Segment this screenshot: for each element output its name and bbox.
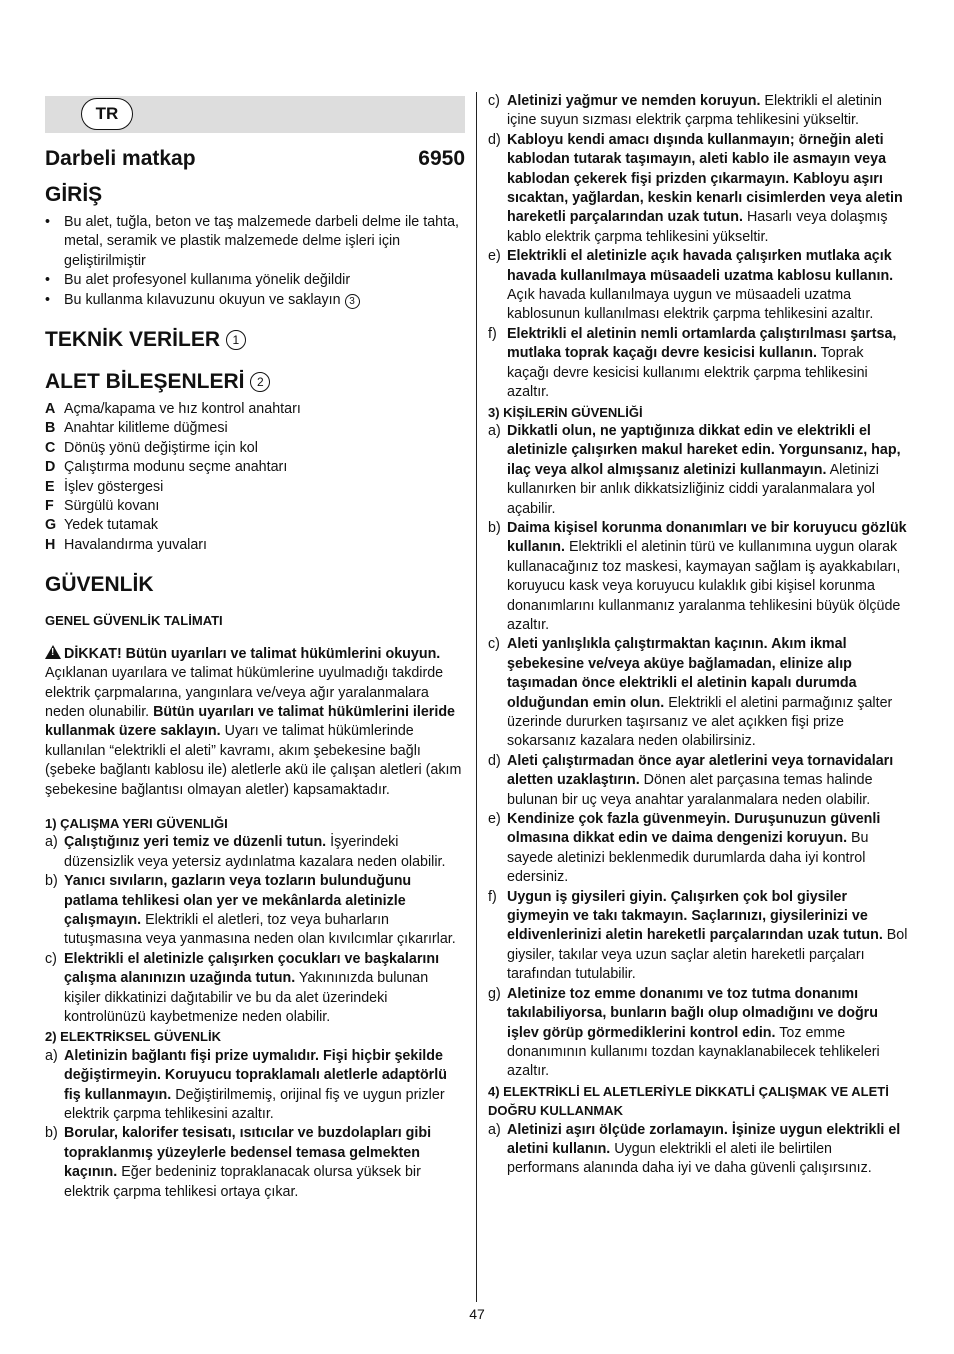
warning-icon: [45, 645, 61, 659]
components-list: [45, 400, 465, 555]
section-1-title: 1) ÇALIŞMA YERI GÜVENLIĞI: [45, 815, 228, 831]
section-3-title: 3) KİŞİLERİN GÜVENLİĞİ: [488, 404, 643, 420]
section-2-title: 2) ELEKTRİKSEL GÜVENLİK: [45, 1029, 222, 1045]
list-item: • Bu alet profesyonel kullanıma yönelik değildir: [45, 271, 465, 290]
figure-ref: 3: [345, 294, 360, 309]
list-item: b) Borular, kalorifer tesisatı, ısıtıcılar ve buzdolapları gibi topraklanmış yüzeylerle bedensel temasa gelmekten kaçının. Eğer bedeniniz topraklanacak olursa yüksek bir elektrik çarpma tehlikesi ortaya çıkar.: [45, 1125, 432, 1200]
list-item: c) Aletinizi yağmur ve nemden koruyun. Elektrikli el aletinin içine suyun sızması elektrik çarpma tehlikesini yükseltir.: [488, 93, 883, 129]
intro-title: GİRİŞ: [45, 183, 103, 206]
product-header: [45, 147, 465, 171]
list-item: • Bu kullanma kılavuzunu okuyun ve saklayın 3: [45, 291, 465, 310]
product-name: Darbeli matkap: [45, 147, 196, 170]
right-column: [488, 92, 908, 1179]
list-item: d) Aleti çalıştırmadan önce ayar aletlerini veya tornavidaları aletten uzaklaştırın. Dönen alet parçasına temas halinde bulunan bir uç veya anahtar yaralanmalara neden olabilir.: [488, 752, 894, 808]
list-item: A Açma/kapama ve hız kontrol anahtarı: [45, 401, 301, 418]
list-item: e) Kendinize çok fazla güvenmeyin. Duruşunuzun güvenli olmasına dikkat edin ve daima dengenizi koruyun. Bu sayede aletinizi beklenmedik durumlarda daha iyi kontrol edersiniz.: [488, 811, 881, 886]
list-item: E İşlev göstergesi: [45, 478, 164, 495]
tech-title: TEKNİK VERİLER 1: [45, 328, 465, 352]
list-item: f) Uygun iş giysileri giyin. Çalışırken çok bol giysiler giymeyin ve takı takmayın. Saçlarınızı, giysilerinizi ve eldivenlerinizi aletin hareketli parçalarından uzak tutun. Bol giysiler, takılar veya uzun saçlar aletin hareketli parçaları tarafından tutulabilir.: [488, 888, 908, 983]
list-item: b) Daima kişisel korunma donanımları ve bir koruyucu gözlük kullanın. Elektrikli el aletinin türü ve kullanımına uygun olarak kullanacağınız toz maskesi, kaymayan sağlam iş ayakkabıları, koruyucu kask veya koruyucu kulaklık gibi kişisel korunma donanımlarını kullanmanız yaralanma tehlikesini büyük ölçüde azaltır.: [488, 519, 907, 633]
general-safety-title: GENEL GÜVENLİK TALİMATI: [45, 613, 223, 629]
page-number: 47: [469, 1306, 485, 1322]
list-item: F Sürgülü kovanı: [45, 498, 160, 515]
safety-title: GÜVENLİK: [45, 573, 154, 597]
list-item: c) Elektrikli el aletinizle çalışırken çocukları ve başkalarını çalışma alanınızın uzağında tutun. Yakınınızda bulunan kişiler dikkatinizi dağıtabilir ve bu da alet üzerindeki kontrolünüzü kaybetmenize neden olabilir.: [45, 950, 440, 1025]
product-model: 6950: [418, 147, 465, 170]
components-title: ALET BİLEŞENLERİ 2: [45, 370, 465, 394]
list-item: a) Çalıştığınız yeri temiz ve düzenli tutun. İşyerindeki düzensizlik veya yetersiz aydınlatma kazalara neden olabilir.: [45, 834, 446, 870]
list-item: f) Elektrikli el aletinin nemli ortamlarda çalıştırılması şartsa, mutlaka toprak kaçağı devre kesicisi kullanın. Toprak kaçağı devre kesicisi kullanımı elektrik çarpma tehlikesini azaltır.: [488, 325, 897, 401]
list-item: • Bu alet, tuğla, beton ve taş malzemede darbeli delme ile tahta, metal, seramik ve plastik malzemede delme işleri için geliştirilmiştir: [45, 213, 465, 271]
list-item: D Çalıştırma modunu seçme anahtarı: [45, 459, 288, 476]
column-divider: [476, 92, 477, 1302]
language-bar: [45, 96, 465, 133]
list-item: a) Aletinizin bağlantı fişi prize uymalıdır. Fişi hiçbir şekilde değiştirmeyin. Koruyucu topraklamalı aletlerle adaptörlü fiş kullanmayın. Değiştirilmemiş, orijinal fiş ve uygun prizler elektrik çarpma tehlikesini azaltır.: [45, 1047, 447, 1123]
list-item: d) Kabloyu kendi amacı dışında kullanmayın; örneğin aleti kablodan tutarak taşımayın, aleti kablo ile asmayın veya kablodan çekerek fişi prizden çıkarmayın. Kabloyu aşırı sıcaktan, yağlardan, keskin kenarlı cisimlerden veya aletin hareketli parçalarından uzak tutun. Hasarlı veya dolaşmış kablo elektrik çarpma tehlikesini yükseltir.: [488, 131, 903, 245]
list-item: G Yedek tutamak: [45, 517, 159, 534]
section-4-title: 4) ELEKTRİKLİ EL ALETLERİYLE DİKKATLİ ÇALIŞMAK VE ALETİ DOĞRU KULLANMAK: [488, 1083, 889, 1119]
figure-ref: 2: [250, 372, 270, 392]
list-item: c) Aleti yanlışlıkla çalıştırmaktan kaçının. Akım ikmal şebekesine ve/veya aküye bağlamadan, elinize alıp taşımadan önce elektrikli el aletinin kapalı durumda olduğundan emin olun. Elektrikli el aletini parmağınız şalter üzerinde dururken taşırsanız ve alet açıkken fişi prize sokarsanız kazalara neden olabilirsiniz.: [488, 636, 893, 750]
intro-bullets: [45, 213, 465, 310]
list-item: b) Yanıcı sıvıların, gazların veya tozların bulunduğunu patlama tehlikesi olan yer ve mekânlarda aletinizle çalışmayın. Elektrikli el aletleri, toz veya buharların tutuşmasına veya yanmasına neden olan kıvılcımlar çıkarırlar.: [45, 873, 456, 948]
list-item: C Dönüş yönü değiştirme için kol: [45, 439, 258, 456]
left-column: [45, 96, 465, 1202]
language-badge: TR: [81, 98, 133, 130]
warning-paragraph: !DİKKAT! Bütün uyarıları ve talimat hükümlerini okuyun. Açıklanan uyarılara ve talimat hükümlerine uyulmadığı takdirde elektrik çarpmalarına, yangınlara ve/veya ağır yaralanmalara neden olunabilir. Bütün uyarıları ve talimat hükümlerini ileride kullanmak üzere saklayın. Uyarı ve talimat hükümlerinde kullanılan “elektrikli el aleti” kavramı, akım şebekesine bağlı (şebeke bağlantı kablosu ile) aletlerle akü ile çalışan aletleri (akım şebekesine bağlantısı olmayan aletler) kapsamaktadır.: [45, 645, 465, 800]
list-item: B Anahtar kilitleme düğmesi: [45, 420, 228, 437]
list-item: g) Aletinize toz emme donanımı ve toz tutma donanımı takılabiliyorsa, bunların bağlı olup olmadığını ve doğru işlev görüp görmediklerini kontrol edin. Toz emme donanımının kullanımı tozdan kaynaklanabilecek tehlikeleri azaltır.: [488, 985, 880, 1080]
list-item: H Havalandırma yuvaları: [45, 536, 208, 553]
figure-ref: 1: [226, 330, 246, 350]
list-item: a) Dikkatli olun, ne yaptığınıza dikkat edin ve elektrikli el aletinizle çalışırken makul hareket edin. Yorgunsanız, hap, ilaç veya alkol almışsanız aletinizi kullanmayın. Aletinizi kullanırken bir anlık dikkatsizliğiniz ciddi yaralanmalara yol açabilir.: [488, 422, 901, 517]
list-item: e) Elektrikli el aletinizle açık havada çalışırken mutlaka açık havada kullanılmaya müsaadeli uzatma kablosu kullanın. Açık havada kullanılmaya uygun ve müsaadeli uzatma kablosunun kullanılması elektrik çarpma tehlikesini azaltır.: [488, 248, 894, 323]
list-item: a) Aletinizi aşırı ölçüde zorlamayın. İşinize uygun elektrikli el aletini kullanın. Uygun elektrikli el aleti ile belirtilen performans alanında daha iyi ve daha güvenli çalışırsınız.: [488, 1121, 901, 1177]
